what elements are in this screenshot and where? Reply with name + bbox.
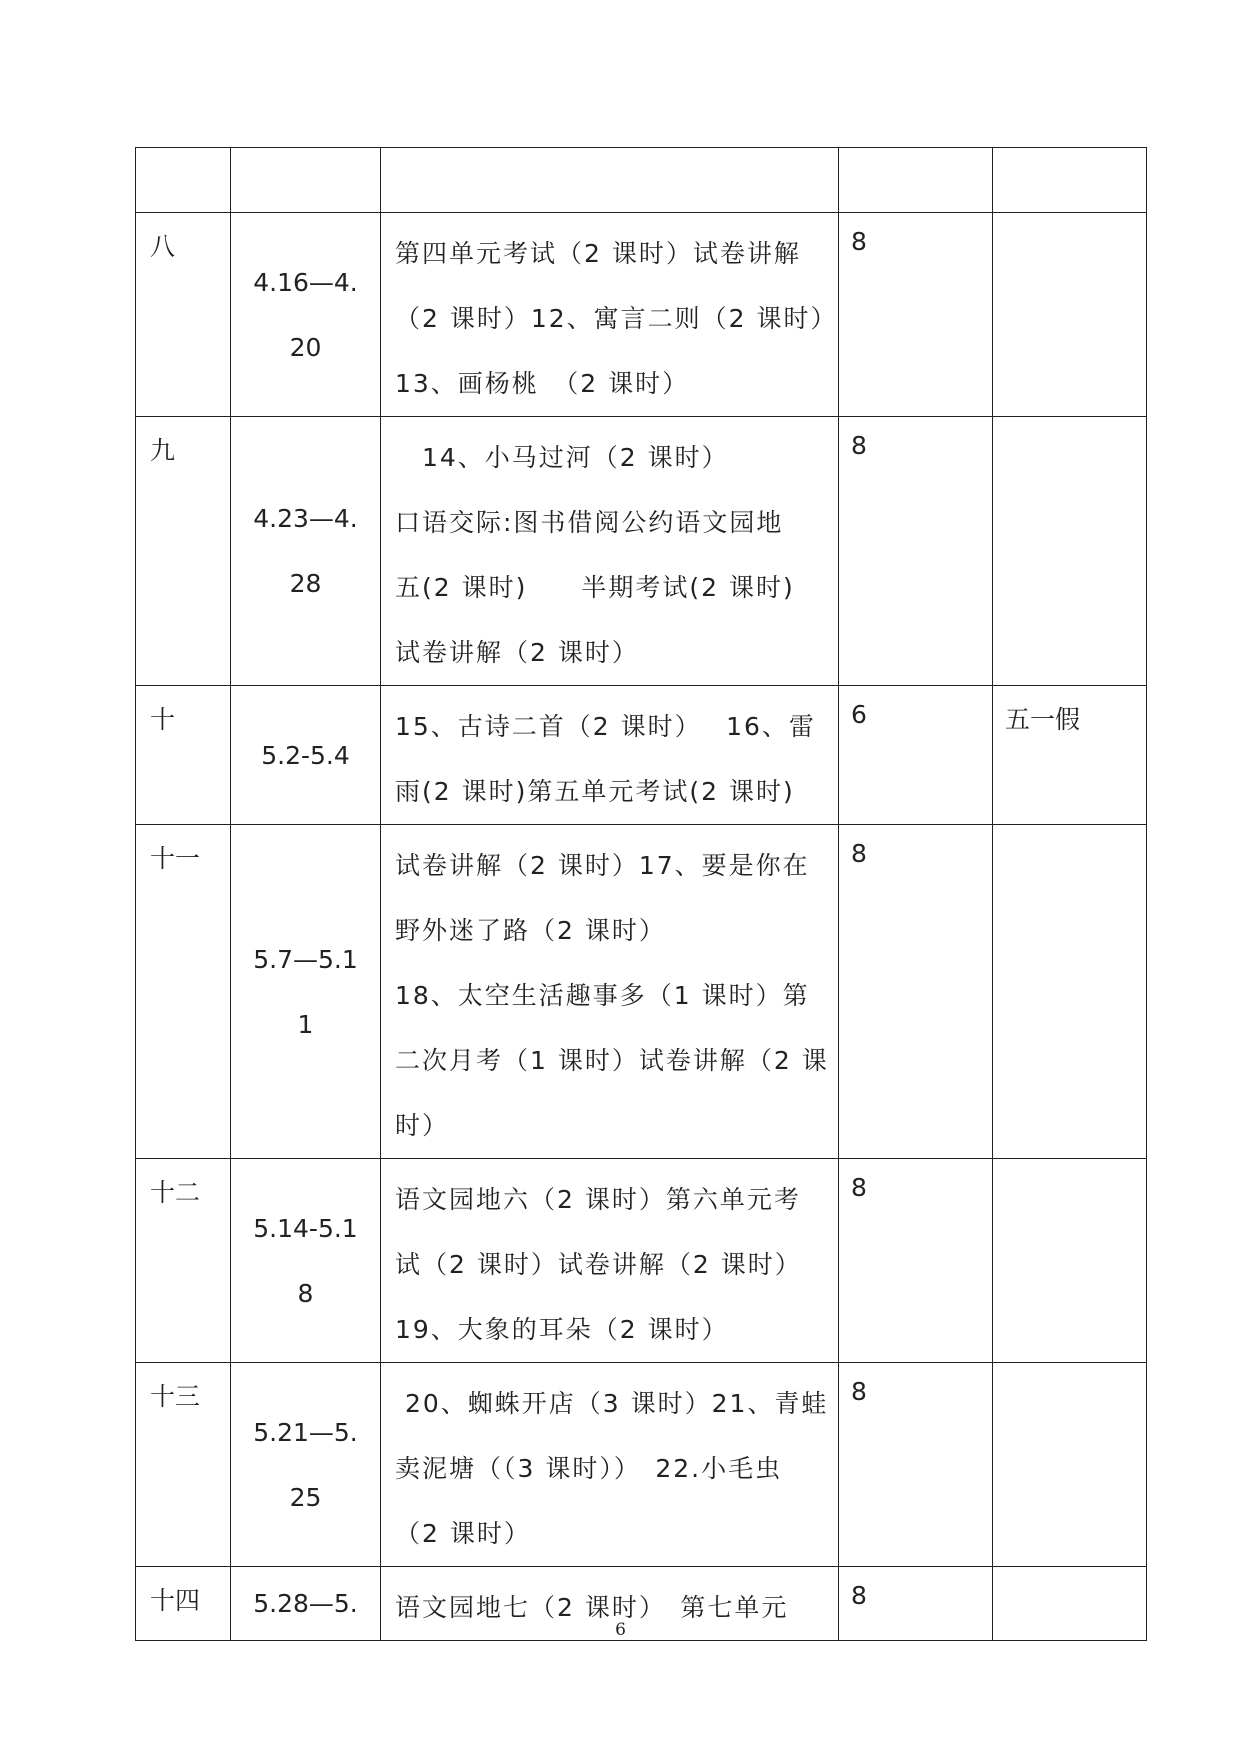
week-label: 八 bbox=[150, 232, 176, 261]
note-cell bbox=[993, 213, 1147, 417]
content-cell bbox=[381, 1363, 839, 1567]
week-label: 十一 bbox=[150, 844, 201, 873]
content-cell bbox=[381, 417, 839, 686]
content-line: （2 课时） bbox=[395, 1519, 531, 1548]
content-cell bbox=[381, 1159, 839, 1363]
content-line: （2 课时）12、寓言二则（2 课时） bbox=[395, 304, 838, 333]
date-cell bbox=[231, 417, 381, 686]
week-cell bbox=[136, 825, 231, 1159]
table-row bbox=[136, 1363, 1147, 1567]
content-line: 时） bbox=[395, 1111, 450, 1140]
note-cell bbox=[993, 1159, 1147, 1363]
hours-cell bbox=[839, 148, 993, 213]
date-text: 4.23—4. bbox=[253, 504, 358, 533]
content-line: 语文园地六（2 课时）第六单元考 bbox=[395, 1185, 801, 1214]
content-line: 19、大象的耳朵（2 课时） bbox=[395, 1315, 729, 1344]
table-row bbox=[136, 825, 1147, 1159]
date-text: 8 bbox=[297, 1278, 314, 1308]
week-cell bbox=[136, 213, 231, 417]
date-cell bbox=[231, 1159, 381, 1363]
date-text: 20 bbox=[289, 332, 322, 362]
week-label: 九 bbox=[150, 436, 176, 465]
hours-value: 8 bbox=[851, 227, 867, 256]
content-line: 试（2 课时）试卷讲解（2 课时） bbox=[395, 1250, 802, 1279]
week-label: 十二 bbox=[150, 1178, 201, 1207]
week-cell bbox=[136, 686, 231, 825]
date-text: 4.16—4. bbox=[253, 267, 358, 297]
week-cell bbox=[136, 417, 231, 686]
week-label: 十 bbox=[150, 705, 176, 734]
schedule-table-container bbox=[135, 147, 1146, 1641]
content-cell bbox=[381, 825, 839, 1159]
hours-cell bbox=[839, 1363, 993, 1567]
content-line: 20、蜘蛛开店（3 课时）21、青蛙 bbox=[395, 1389, 829, 1418]
content-line: 语文园地七（2 课时） 第七单元 bbox=[395, 1593, 789, 1622]
content-cell bbox=[381, 148, 839, 213]
date-text: 25 bbox=[289, 1482, 322, 1512]
content-cell bbox=[381, 213, 839, 417]
date-text: 5.7—5.1 bbox=[253, 944, 358, 974]
table-row bbox=[136, 148, 1147, 213]
note-cell bbox=[993, 417, 1147, 686]
content-line: 口语交际:图书借阅公约语文园地 bbox=[395, 508, 784, 537]
content-line: 野外迷了路（2 课时） bbox=[395, 916, 666, 945]
date-text: 28 bbox=[289, 569, 322, 598]
hours-value: 8 bbox=[851, 839, 867, 868]
date-cell bbox=[231, 1363, 381, 1567]
date-text: 5.21—5. bbox=[253, 1417, 358, 1447]
hours-value: 6 bbox=[851, 700, 867, 729]
date-text: 1 bbox=[297, 1009, 314, 1039]
content-line: 五(2 课时) 半期考试(2 课时) bbox=[395, 573, 795, 602]
date-cell bbox=[231, 686, 381, 825]
note-cell bbox=[993, 1363, 1147, 1567]
hours-cell bbox=[839, 825, 993, 1159]
table-row bbox=[136, 686, 1147, 825]
schedule-table-body bbox=[136, 148, 1147, 1641]
date-text: 5.28—5. bbox=[253, 1589, 358, 1618]
content-line: 二次月考（1 课时）试卷讲解（2 课 bbox=[395, 1046, 829, 1075]
content-cell bbox=[381, 686, 839, 825]
note-cell bbox=[993, 148, 1147, 213]
date-cell bbox=[231, 825, 381, 1159]
date-cell bbox=[231, 148, 381, 213]
hours-value: 8 bbox=[851, 1173, 867, 1202]
date-text: 5.14-5.1 bbox=[253, 1213, 358, 1243]
note-cell bbox=[993, 686, 1147, 825]
week-cell bbox=[136, 1159, 231, 1363]
content-line: 14、小马过河（2 课时） bbox=[395, 443, 729, 472]
week-cell bbox=[136, 1363, 231, 1567]
table-row bbox=[136, 1159, 1147, 1363]
week-cell bbox=[136, 148, 231, 213]
content-line: 雨(2 课时)第五单元考试(2 课时) bbox=[395, 777, 795, 806]
page-number: 6 bbox=[615, 1620, 626, 1640]
hours-cell bbox=[839, 213, 993, 417]
hours-cell bbox=[839, 686, 993, 825]
table-row bbox=[136, 417, 1147, 686]
content-line: 第四单元考试（2 课时）试卷讲解 bbox=[395, 239, 801, 268]
hours-cell bbox=[839, 1159, 993, 1363]
note-cell bbox=[993, 825, 1147, 1159]
date-text: 5.2-5.4 bbox=[261, 740, 350, 770]
hours-value: 8 bbox=[851, 1377, 867, 1406]
content-line: 15、古诗二首（2 课时） 16、雷 bbox=[395, 712, 816, 741]
content-line: 试卷讲解（2 课时）17、要是你在 bbox=[395, 851, 810, 880]
hours-cell bbox=[839, 417, 993, 686]
content-line: 卖泥塘（（3 课时）） 22.小毛虫 bbox=[395, 1454, 783, 1483]
content-line: 13、画杨桃 （2 课时） bbox=[395, 369, 690, 398]
table-row bbox=[136, 213, 1147, 417]
hours-value: 8 bbox=[851, 1581, 867, 1610]
content-line: 试卷讲解（2 课时） bbox=[395, 638, 639, 667]
week-label: 十四 bbox=[150, 1586, 201, 1615]
schedule-table bbox=[135, 147, 1147, 1641]
hours-value: 8 bbox=[851, 431, 867, 460]
note-text: 五一假 bbox=[1005, 705, 1081, 734]
date-cell bbox=[231, 213, 381, 417]
content-line: 18、太空生活趣事多（1 课时）第 bbox=[395, 981, 810, 1010]
week-label: 十三 bbox=[150, 1382, 201, 1411]
